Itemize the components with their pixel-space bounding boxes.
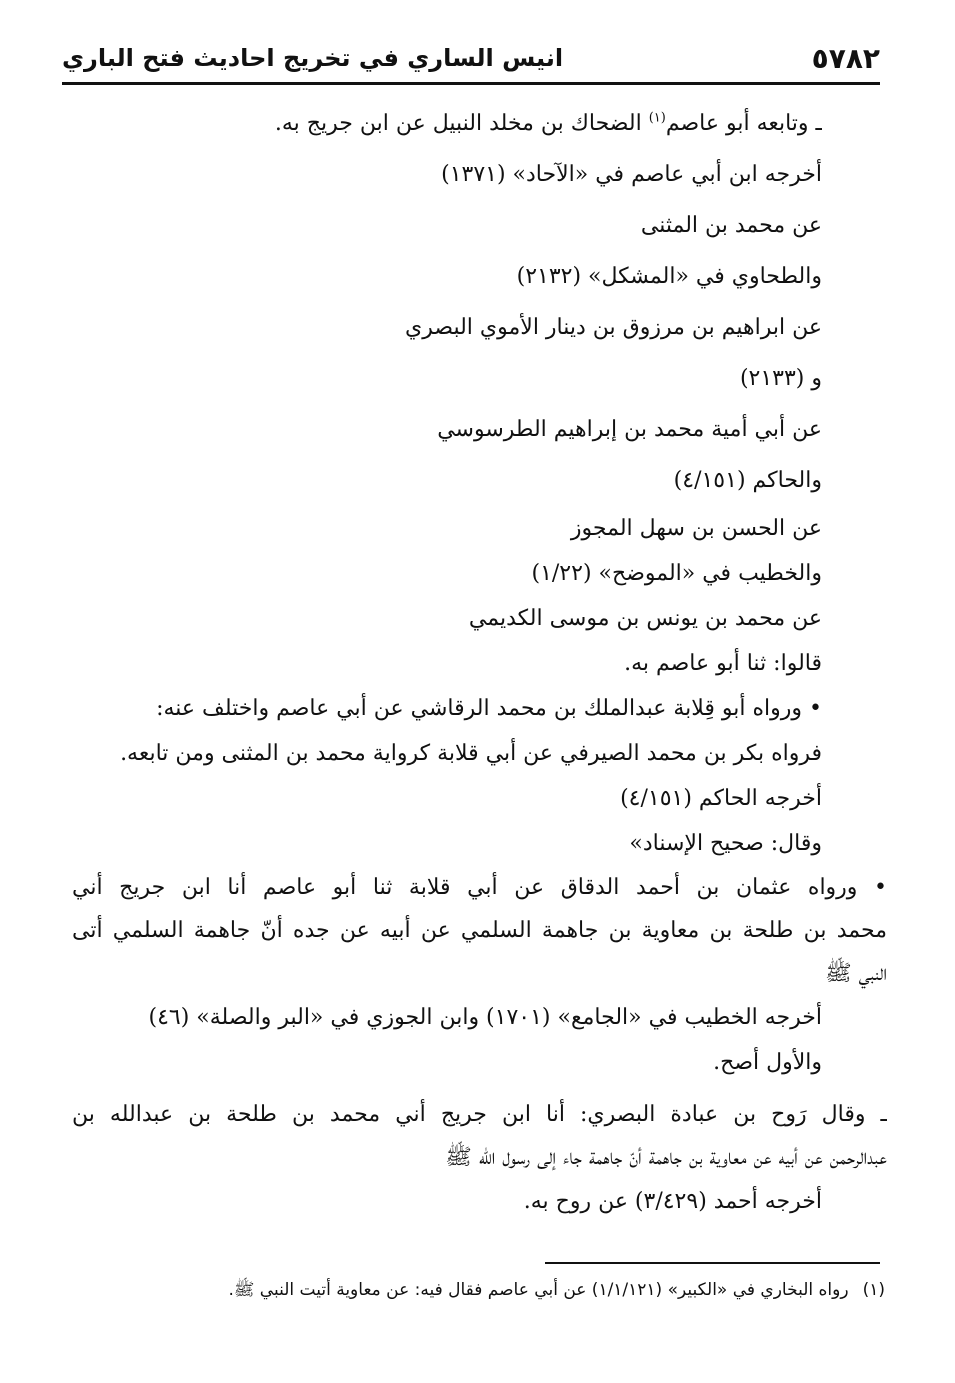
footnote [150, 1276, 885, 1304]
text-line-9: عن الحسن بن سهل المجوز [570, 516, 822, 541]
footnote-text: رواه البخاري في «الكبير» (١/١/١٢١) عن أبي عاصم فقال فيه: عن معاوية أتيت النبي ﷺ. [228, 1280, 849, 1300]
text-line-8: والحاكم (٤/١٥١) [673, 468, 822, 493]
text-line-19: النبي ﷺ [825, 961, 887, 986]
main-text [72, 98, 887, 1224]
text-line-12: قالوا: ثنا أبو عاصم به. [624, 651, 822, 676]
text-line-13: • ورواه أبو قِلابة عبدالملك بن محمد الرقاشي عن أبي عاصم واختلف عنه: [156, 696, 822, 721]
text-line-15: أخرجه الحاكم (٤/١٥١) [620, 786, 822, 811]
text-line-3: عن محمد بن المثنى [640, 213, 822, 238]
text-line-4: والطحاوي في «المشكل» (٢١٣٢) [516, 264, 822, 289]
footnote-rule [545, 1262, 880, 1264]
text-segment: الضحاك بن مخلد النبيل عن ابن جريج به. [274, 111, 649, 136]
text-line-18: محمد بن طلحة بن معاوية بن جاهمة السلمي عن أبيه عن جده أنّ جاهمة السلمي أتى [72, 918, 887, 943]
text-line-1 [72, 98, 822, 149]
paragraph-gap [72, 1085, 822, 1093]
text-line-7: عن أبي أمية محمد بن إبراهيم الطرسوسي [437, 417, 822, 442]
text-line-24: أخرجه أحمد (٣/٤٢٩) عن روح به. [523, 1189, 822, 1214]
text-line-5: عن ابراهيم بن مرزوق بن دينار الأموي البصري [405, 315, 822, 340]
text-line-11: عن محمد بن يونس بن موسى الكديمي [468, 606, 822, 631]
text-line-2: أخرجه ابن أبي عاصم في «الآحاد» (١٣٧١) [441, 162, 822, 187]
text-line-20: أخرجه الخطيب في «الجامع» (١٧٠١) وابن الجوزي في «البر والصلة» (٤٦) [148, 1005, 822, 1030]
text-line-16: وقال: صحيح الإسناد» [629, 831, 822, 856]
text-line-21: والأول أصح. [713, 1050, 822, 1075]
book-title: انيس الساري في تخريج احاديث فتح الباري [62, 44, 564, 72]
text-line-23: عبدالرحمن عن أبيه عن معاوية بن جاهمة أنّ جاهمة جاء إلى رسول الله ﷺ [445, 1145, 887, 1170]
running-header [62, 38, 880, 78]
text-line-17: • ورواه عثمان بن أحمد الدقاق عن أبي قلابة ثنا أبو عاصم أنا ابن جريج أني [72, 875, 887, 900]
text-segment: ـ وتابعه أبو عاصم [665, 111, 822, 136]
footnote-marker: (١) [648, 110, 666, 126]
text-line-6: و (٢١٣٣) [739, 366, 822, 391]
footnote-number: (١) [862, 1280, 885, 1300]
text-line-14: فرواه بكر بن محمد الصيرفي عن أبي قلابة كرواية محمد بن المثنى ومن تابعه. [120, 741, 822, 766]
page-number: ٥٧٨٢ [811, 41, 880, 75]
text-line-22: ـ وقال رَوح بن عبادة البصري: أنا ابن جريج أني محمد بن طلحة بن عبدالله بن [72, 1102, 887, 1127]
text-line-10: والخطيب في «الموضح» (١/٢٢) [531, 561, 822, 586]
header-rule [62, 82, 880, 85]
